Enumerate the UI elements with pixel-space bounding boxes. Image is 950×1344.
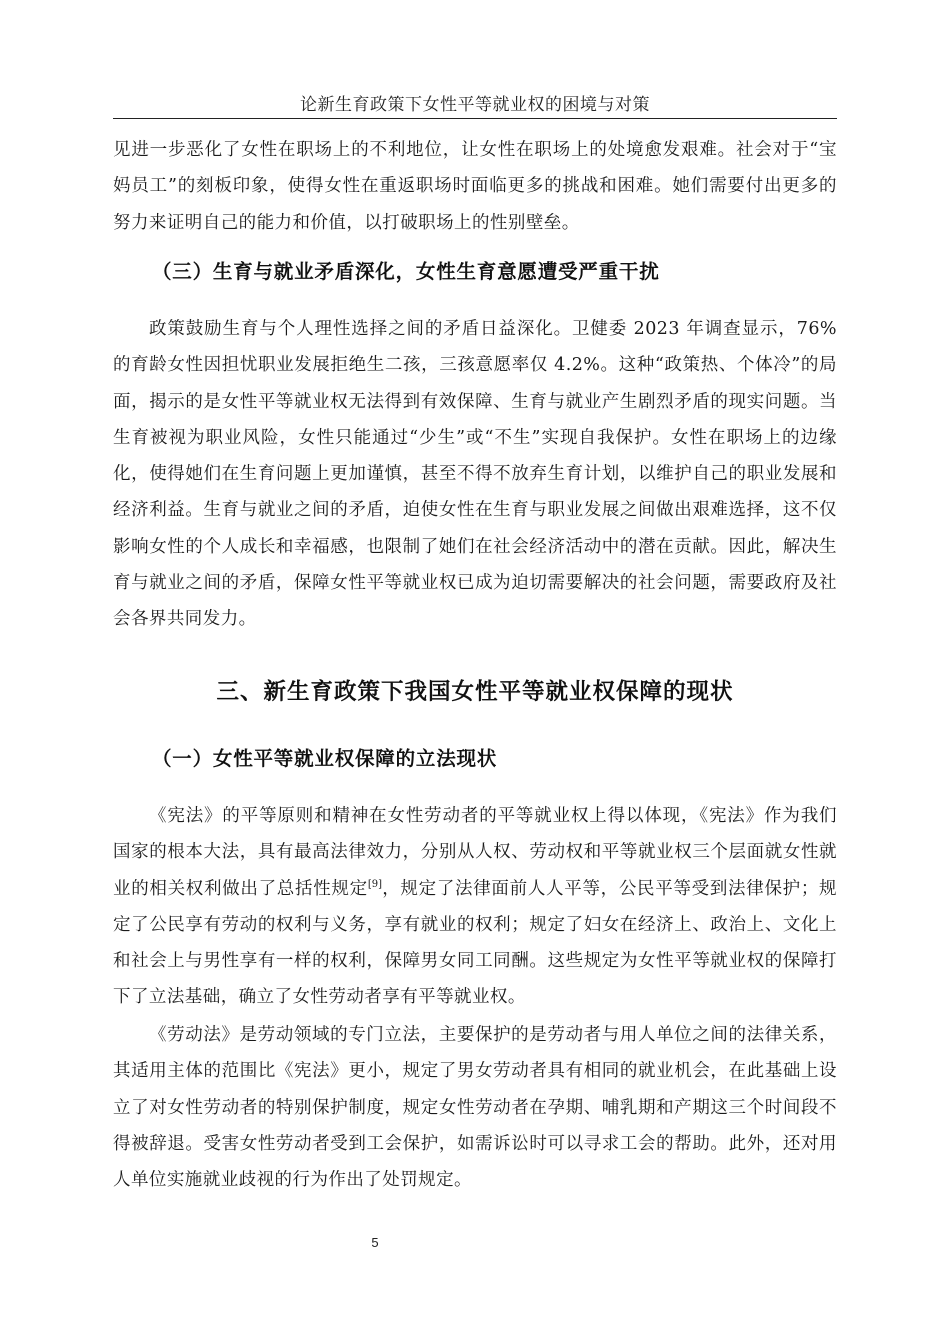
paragraph-constitution bbox=[113, 798, 837, 1016]
paragraph-fertility-conflict: 政策鼓励生育与个人理性选择之间的矛盾日益深化。卫健委 2023 年调查显示，76% 的育龄女性因担忧职业发展拒绝生二孩，三孩意愿率仅 4.2%。这种“政策热、个体冷”的局面，揭示的是女性平等就业权无法得到有效保障、生育与就业产生剧烈矛盾的现实问题。当生育被视为职业风险，女性只能通过“少生”或“不生”实现自我保护。女性在职场上的边缘化，使得她们在生育问题上更加谨慎，甚至不得不放弃生育计划，以维护自己的职业发展和经济利益。生育与就业之间的矛盾，迫使女性在生育与职业发展之间做出艰难选择，这不仅影响女性的个人成长和幸福感，也限制了她们在社会经济活动中的潜在贡献。因此，解决生育与就业之间的矛盾，保障女性平等就业权已成为迫切需要解决的社会问题，需要政府及社会各界共同发力。 bbox=[113, 319, 837, 630]
paragraph-constitution-text-b: ，规定了法律面前人人平等，公民平等受到法律保护；规定了公民享有劳动的权利与义务，享有就业的权利；规定了妇女在经济上、政治上、文化上和社会上与男性享有一样的权利，保障男女同工同酬。这些规定为女性平等就业权的保障打下了立法基础，确立了女性劳动者享有平等就业权。 bbox=[113, 878, 837, 1008]
subheading-three: （三）生育与就业矛盾深化，女性生育意愿遭受严重干扰 bbox=[152, 260, 660, 283]
header-rule bbox=[113, 118, 837, 119]
section-heading-three: 三、新生育政策下我国女性平等就业权保障的现状 bbox=[216, 679, 734, 705]
paragraph-labor-law: 《劳动法》是劳动领域的专门立法，主要保护的是劳动者与用人单位之间的法律关系，其适用主体的范围比《宪法》更小，规定了男女劳动者具有相同的就业机会，在此基础上设立了对女性劳动者的特别保护制度，规定女性劳动者在孕期、哺乳期和产期这三个时间段不得被辞退。受害女性劳动者受到工会保护，如需诉讼时可以寻求工会的帮助。此外，还对用人单位实施就业歧视的行为作出了处罚规定。 bbox=[113, 1025, 837, 1191]
page-number: 5 bbox=[371, 1235, 379, 1250]
citation-reference: [9] bbox=[367, 878, 382, 890]
paragraph-continuation: 见进一步恶化了女性在职场上的不利地位，让女性在职场上的处境愈发艰难。社会对于“宝妈员工”的刻板印象，使得女性在重返职场时面临更多的挑战和困难。她们需要付出更多的努力来证明自己的能力和价值，以打破职场上的性别壁垒。 bbox=[113, 140, 837, 233]
paragraph-constitution-text-a: 《宪法》的平等原则和精神在女性劳动者的平等就业权上得以体现，《宪法》作为我们国家的根本大法，具有最高法律效力，分别从人权、劳动权和平等就业权三个层面就女性就业的相关权利做出了总括性规定 bbox=[113, 806, 837, 899]
running-header: 论新生育政策下女性平等就业权的困境与对策 bbox=[300, 95, 650, 115]
subheading-one: （一）女性平等就业权保障的立法现状 bbox=[152, 747, 498, 770]
